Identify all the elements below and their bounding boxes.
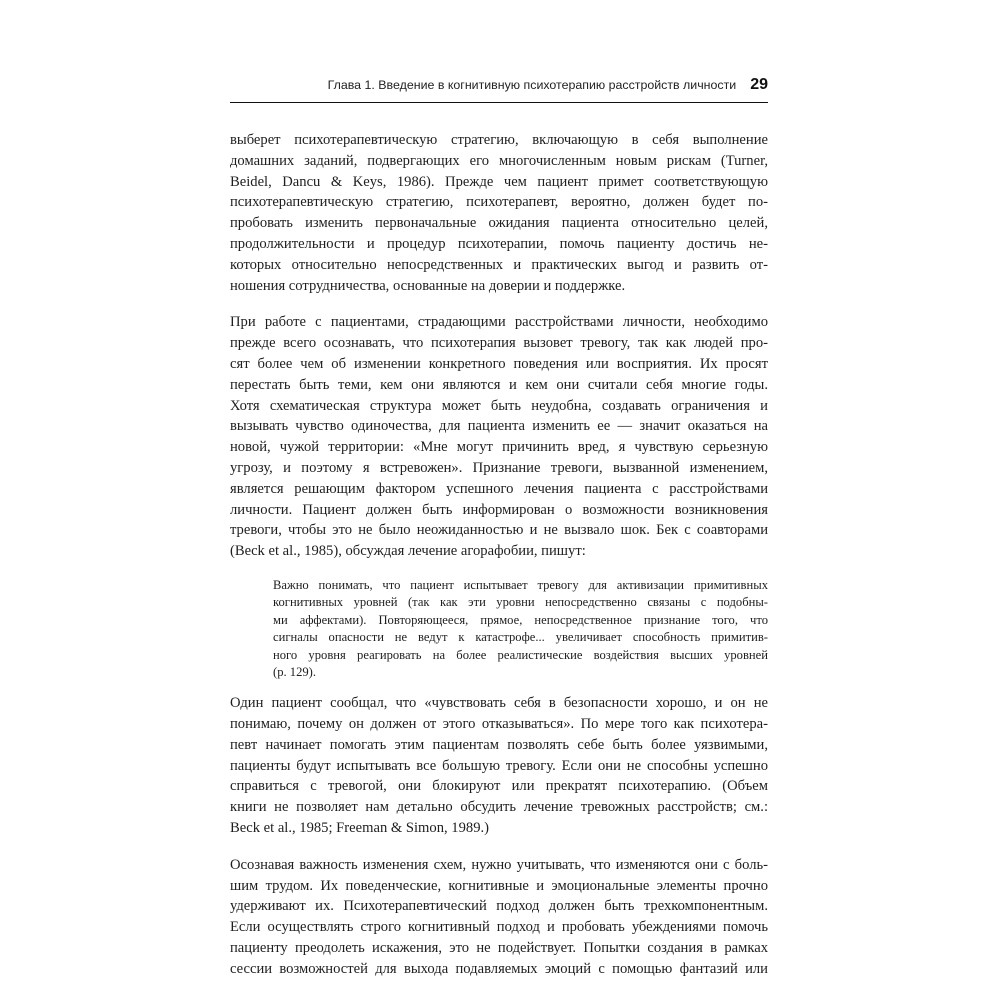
paragraph-1 [230,130,768,296]
text-line: сессии возможностей для выхода подавляемых эмоций с помощью фантазий или [230,960,768,977]
text-line: сят более чем об изменении конкретного поведения или восприятия. Их просят [230,355,768,372]
text-line: психотерапевтическую стратегию, психотерапевт, вероятно, должен будет по- [230,194,768,211]
paragraph-3 [230,693,768,839]
paragraph-2 [230,312,768,562]
text-line: новой, чужой территории: «Мне могут причинить вред, я чувствую серьезную [230,439,768,456]
quote-line: Важно понимать, что пациент испытывает тревогу для активизации примитивных [273,577,768,592]
paragraph-4 [230,855,768,980]
text-line: понимаю, почему он должен от этого отказываться». По мере того как психотера- [230,716,768,733]
text-line: угрозу, и поэтому я встревожен». Признание тревоги, вызванной изменением, [230,459,768,476]
quote-line: ми аффектами). Повторяющееся, прямое, непосредственное признание того, что [273,612,768,627]
quote-line: (p. 129). [273,664,317,679]
text-line: При работе с пациентами, страдающими расстройствами личности, необходимо [230,314,768,331]
text-line: продолжительности и процедур психотерапии, помочь пациенту достичь не- [230,235,768,252]
text-line: справиться с тревогой, они блокируют или прекратят психотерапию. (Объем [230,778,768,795]
text-line: Один пациент сообщал, что «чувствовать себя в безопасности хорошо, и он не [230,695,768,712]
text-line: певт начинает помогать этим пациентам позволять себе быть более уязвимыми, [230,736,768,753]
text-line: Beidel, Dancu & Keys, 1986). Прежде чем пациент примет соответствующую [230,173,768,190]
text-line: является решающим фактором успешного лечения пациента с расстройствами [230,480,768,497]
block-quote [273,577,768,681]
text-line: удерживают их. Психотерапевтический подход должен быть трехкомпонентным. [230,898,768,915]
text-line: пациенты будут испытывать все большую тревогу. Если они не способны успешно [230,757,768,774]
text-line: пациенту преодолеть искажения, это не подействует. Попытки создания в рамках [230,940,768,957]
text-line: домашних заданий, подвергающих его многочисленным новым рискам (Turner, [230,152,768,169]
text-line: Если осуществлять строго когнитивный подход и пробовать убеждениями помочь [230,919,768,936]
running-header [230,76,768,103]
text-line: пробовать изменить первоначальные ожидания пациента относительно целей, [230,215,768,232]
text-line: перестать быть теми, кем они являются и кем они считали себя многие годы. [230,376,768,393]
text-line: (Beck et al., 1985), обсуждая лечение агорафобии, пишут: [230,543,586,560]
page-number: 29 [750,76,768,93]
body-text [230,130,768,980]
text-line: выберет психотерапевтическую стратегию, включающую в себя выполнение [230,132,768,148]
text-line: шим трудом. Их поведенческие, когнитивные и эмоциональные элементы прочно [230,877,768,894]
quote-line: сигналы опасности не ведут к катастрофе... увеличивает способность примитив- [273,630,768,645]
text-line: прежде всего осознавать, что психотерапия вызовет тревогу, так как людей про- [230,335,768,352]
quote-line: ного уровня реагировать на более реалистические воздействия высших уровней [273,647,768,662]
text-line: Хотя схематическая структура может быть неудобна, создавать ограничения и [230,397,768,414]
quote-line: когнитивных уровней (так как эти уровни непосредственно связаны с подобны- [273,595,768,610]
text-line: ношения сотрудничества, основанные на доверии и поддержке. [230,277,626,294]
text-line: которых относительно непосредственных и практических выгод и развить от- [230,256,768,273]
text-line: Beck et al., 1985; Freeman & Simon, 1989.) [230,820,489,837]
text-line: личности. Пациент должен быть информирован о возможности возникновения [230,501,768,518]
text-line: книги не позволяет нам детально обсудить лечение тревожных расстройств; см.: [230,799,768,816]
text-line: Осознавая важность изменения схем, нужно учитывать, что изменяются они с боль- [230,856,768,873]
text-line: вызывать чувство одиночества, для пациента изменить ее — значит оказаться на [230,418,768,435]
chapter-title: Глава 1. Введение в когнитивную психотерапию расстройств личности [327,78,737,92]
text-line: тревоги, чтобы это не было неожиданностью и не вызвало шок. Бек с соавторами [230,522,768,539]
